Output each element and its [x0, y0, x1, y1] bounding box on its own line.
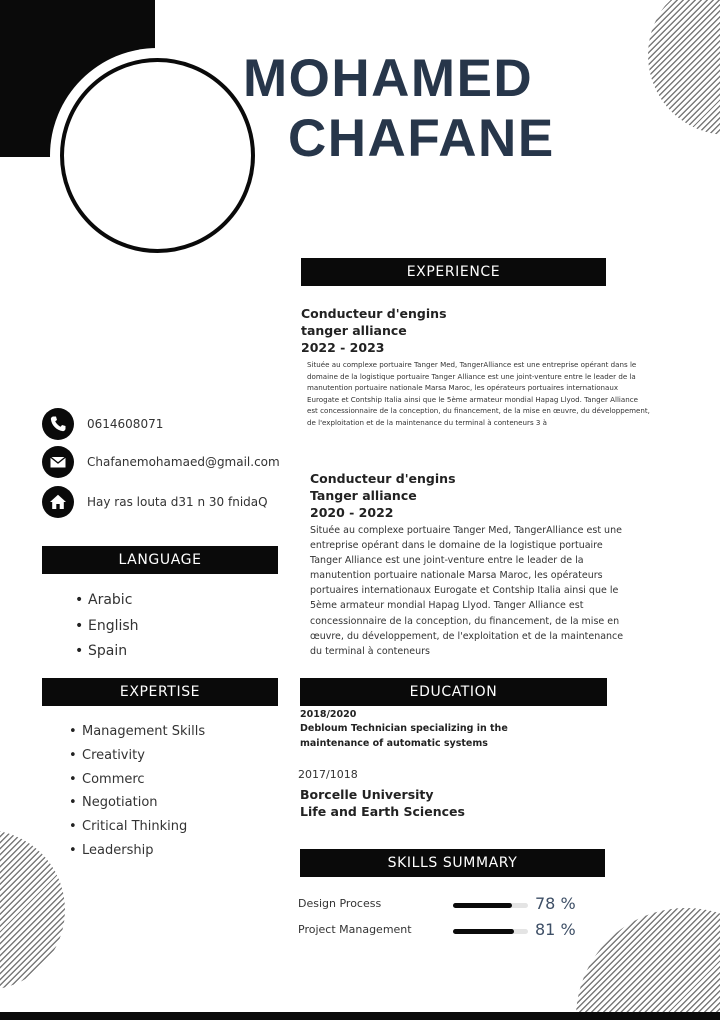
job-years: 2022 - 2023: [301, 340, 385, 355]
email-icon: [42, 446, 74, 478]
phone-icon: [42, 408, 74, 440]
list-item: • Spain: [88, 639, 139, 665]
list-item: • Leadership: [82, 839, 205, 863]
list-item: • Management Skills: [82, 720, 205, 744]
bottom-border-bar: [0, 1012, 720, 1020]
skill-percent: 81 %: [535, 920, 576, 939]
contact-phone: [42, 408, 163, 440]
skill-name: Design Process: [298, 897, 382, 910]
education-date: 2017/1018: [298, 768, 358, 781]
list-item: • Negotiation: [82, 791, 205, 815]
phone-number[interactable]: 0614608071: [87, 417, 164, 431]
first-name: MOHAMED: [243, 49, 534, 108]
list-item: • Commerc: [82, 768, 205, 792]
skills-summary-heading: SKILLS SUMMARY: [300, 849, 605, 877]
education-degree: Debloum Technician specializing in the: [300, 723, 508, 734]
profile-photo-placeholder: [60, 58, 255, 253]
home-icon: [42, 486, 74, 518]
skill-row: [298, 920, 598, 940]
skill-progress-fill: [453, 903, 512, 908]
expertise-heading: EXPERTISE: [42, 678, 278, 706]
contact-address: [42, 486, 268, 518]
skill-percent: 78 %: [535, 894, 576, 913]
education-field: maintenance of automatic systems: [300, 738, 488, 749]
language-heading: LANGUAGE: [42, 546, 278, 574]
job-company: tanger alliance: [301, 323, 407, 338]
hatched-circle-decoration: [648, 0, 720, 135]
experience-heading: EXPERIENCE: [301, 258, 606, 286]
contact-email: [42, 446, 280, 478]
list-item: • Critical Thinking: [82, 815, 205, 839]
last-name: CHAFANE: [288, 109, 555, 168]
list-item: • English: [88, 614, 139, 640]
experience-entry: [310, 470, 630, 659]
list-item: • Creativity: [82, 744, 205, 768]
home-address: Hay ras louta d31 n 30 fnidaQ: [87, 495, 268, 509]
job-company: Tanger alliance: [310, 488, 417, 503]
education-school: Borcelle University: [300, 787, 434, 802]
job-description: Située au complexe portuaire Tanger Med, TangerAlliance est une entreprise opérant dans le domaine de la logistique portuaire Tanger Alliance est une joint-venture entre le leader de la manutention portuaire nationale Marsa Maroc, les opérateurs portuaires internationaux Eurogate et Contship Italia ainsi que le 5ème armateur mondial Hapag Llyod. Tanger Alliance est concessionnaire de la conception, du financement, de la mise en œuvre, du développement, de l'exploitation et de la maintenance du terminal à conteneurs 3 à: [307, 360, 650, 427]
experience-entry: [301, 305, 651, 429]
skill-progress-track: [453, 903, 528, 908]
job-title: Conducteur d'engins: [310, 471, 456, 486]
education-field: Life and Earth Sciences: [300, 804, 465, 819]
education-entry: [298, 766, 465, 820]
email-address[interactable]: Chafanemohamaed@gmail.com: [87, 455, 280, 469]
hatched-circle-decoration: [0, 830, 65, 990]
skill-row: [298, 894, 598, 914]
education-date: 2018/2020: [300, 709, 357, 720]
skill-name: Project Management: [298, 923, 412, 936]
education-entry: [300, 708, 508, 751]
job-title: Conducteur d'engins: [301, 306, 447, 321]
skill-progress-track: [453, 929, 528, 934]
language-list: [88, 588, 139, 665]
list-item: • Arabic: [88, 588, 139, 614]
job-description: Située au complexe portuaire Tanger Med, TangerAlliance est une entreprise opérant dans le domaine de la logistique portuaire Tanger Alliance est une joint-venture entre le leader de la manutention portuaire nationale Marsa Maroc, les opérateurs portuaires internationaux Eurogate et Contship Italia ainsi que le 5ème armateur mondial Hapag Llyod. Tanger Alliance est concessionnaire de la conception, du financement, de la mise en œuvre, du développement, de l'exploitation et de la maintenance du terminal à conteneurs: [310, 525, 624, 657]
education-heading: EDUCATION: [300, 678, 607, 706]
skill-progress-fill: [453, 929, 514, 934]
expertise-list: [82, 720, 205, 863]
job-years: 2020 - 2022: [310, 505, 394, 520]
